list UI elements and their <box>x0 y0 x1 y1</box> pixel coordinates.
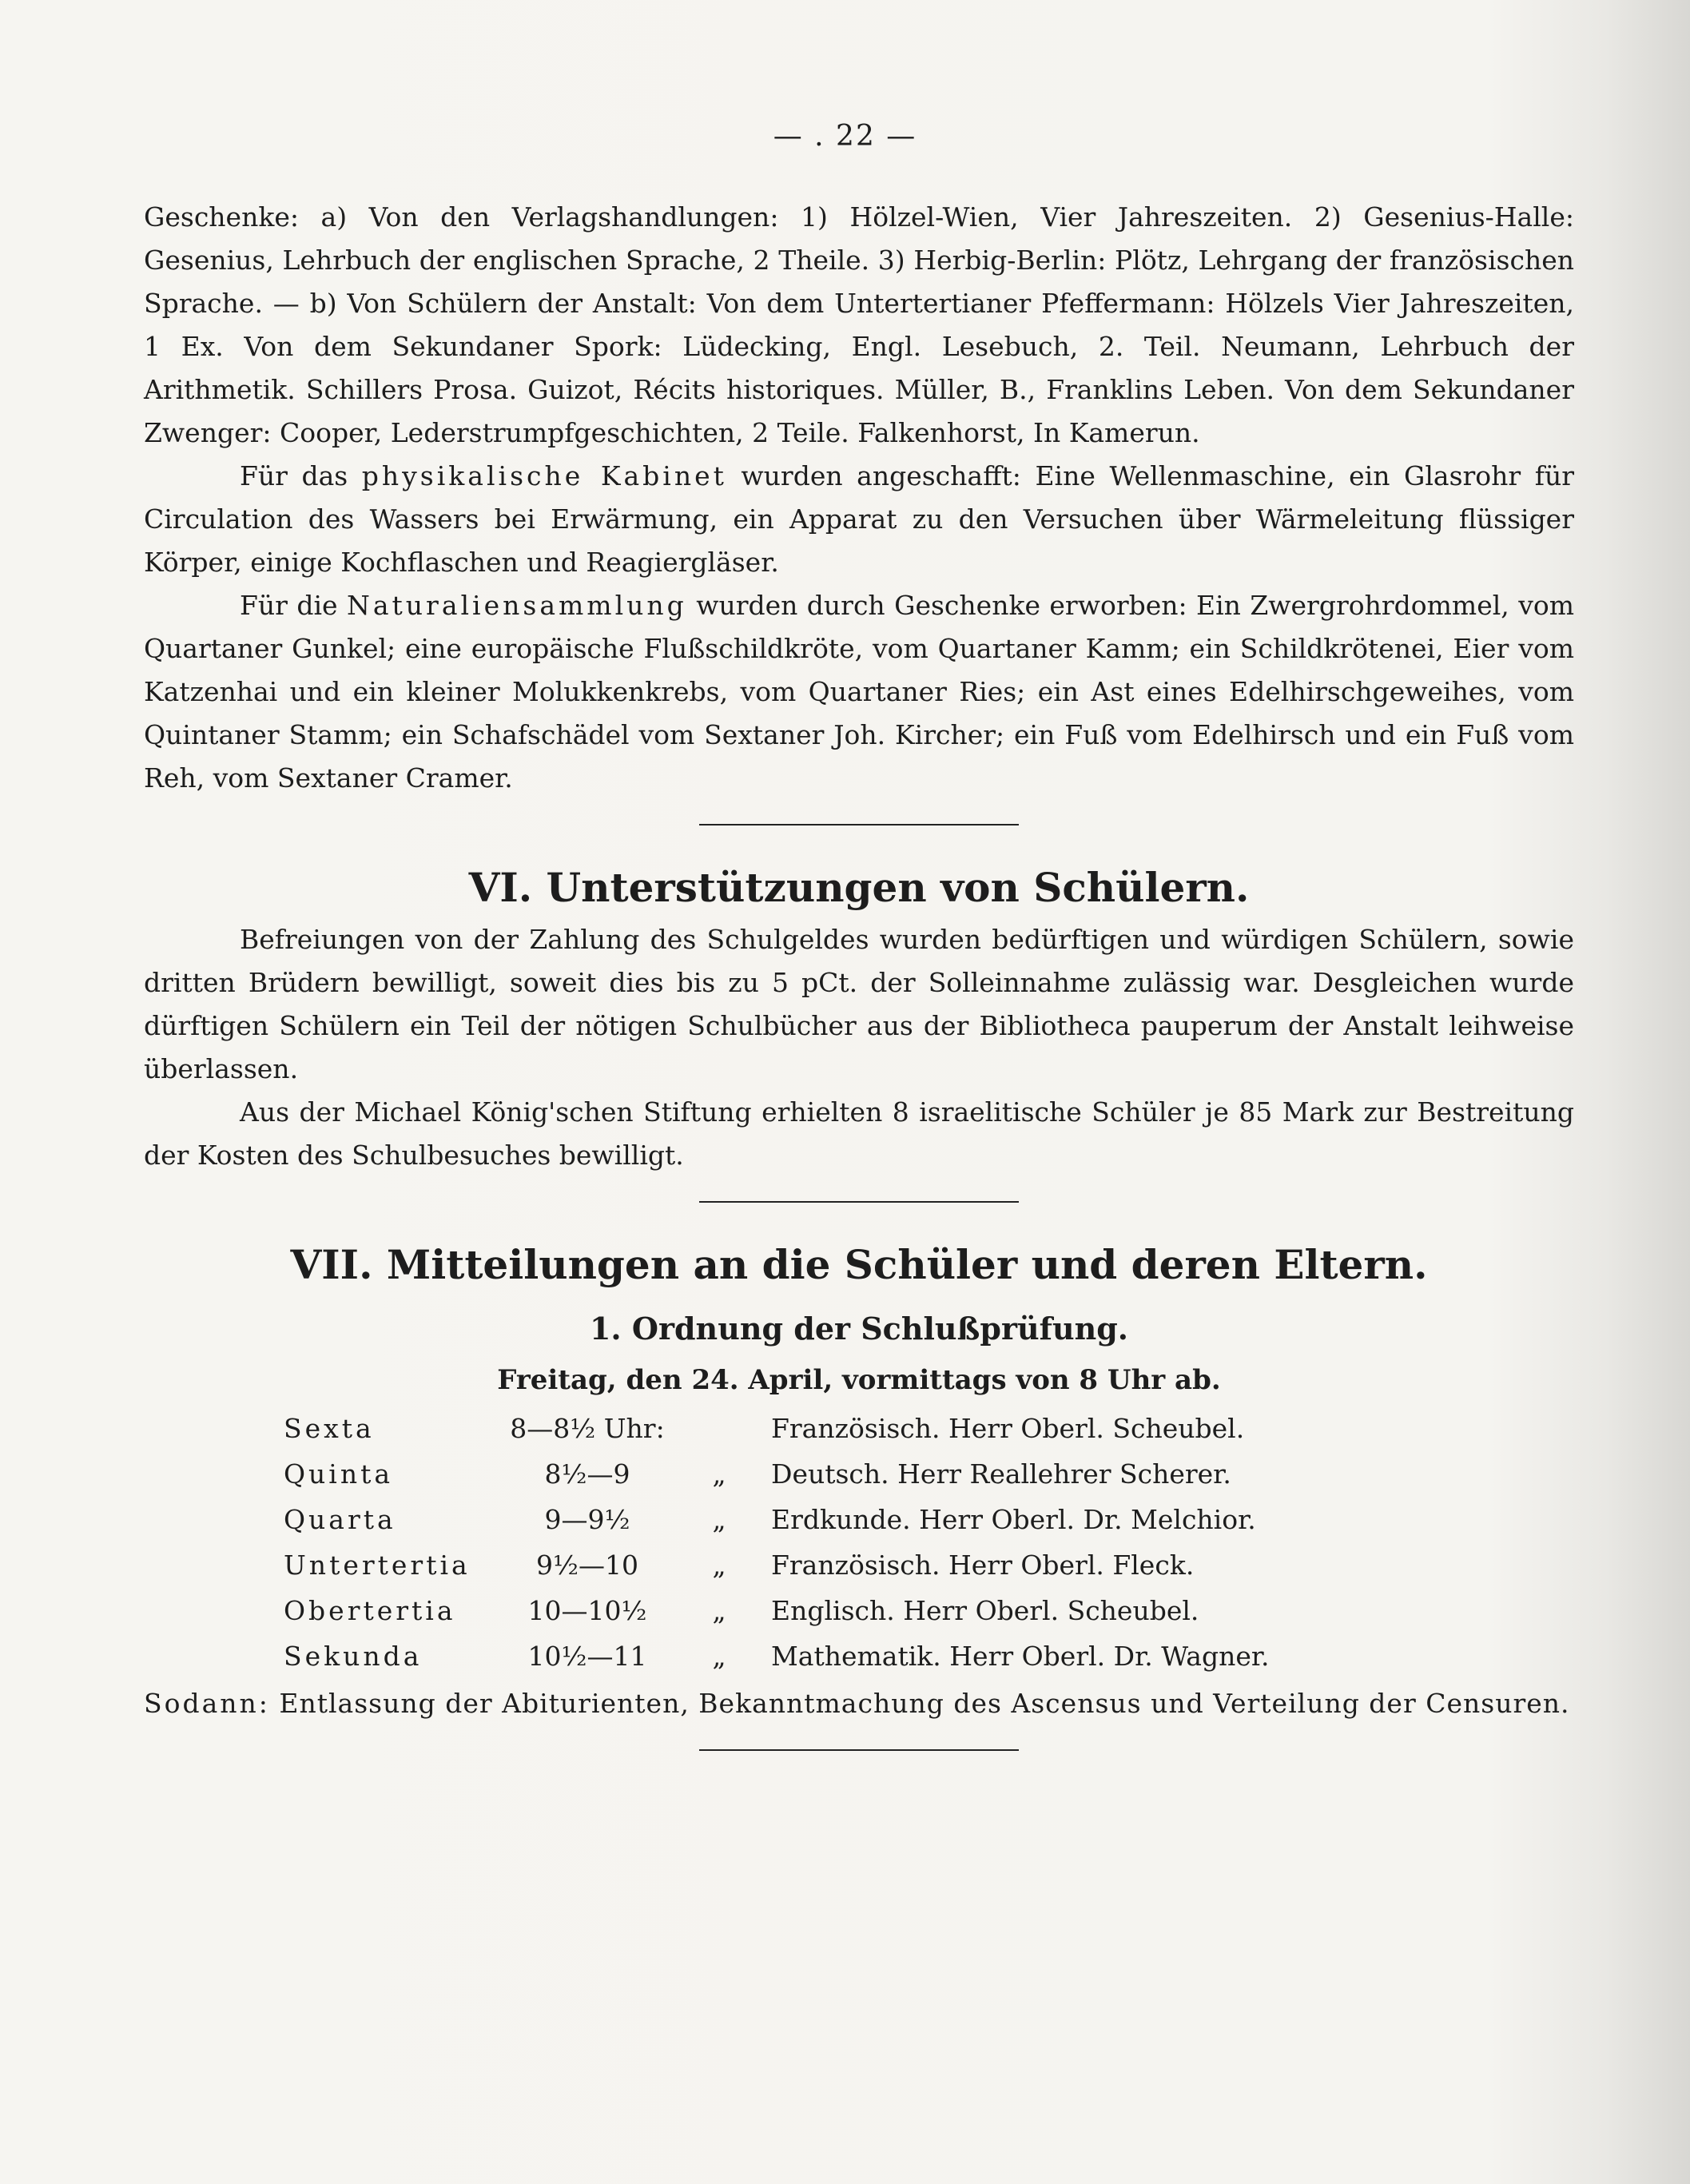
page-content <box>144 196 1574 1783</box>
section-7-subheading: 1. Ordnung der Schlußprüfung. <box>589 1311 1129 1347</box>
ditto-cell <box>667 1406 771 1451</box>
natural-lead: Für die <box>240 590 338 621</box>
exam-date-line: Freitag, den 24. April, vormittags von 8 Uhr ab. <box>497 1364 1221 1396</box>
table-row <box>284 1588 1270 1633</box>
physics-paragraph <box>144 455 1574 584</box>
table-row <box>284 1497 1270 1542</box>
section-6-paragraph-2: Aus der Michael König'schen Stiftung erhielten 8 israelitische Schüler je 85 Mark zur Bestreitung der Kosten des Schulbesuches bewilligt. <box>144 1096 1574 1171</box>
physics-lead: Für das <box>240 460 348 491</box>
subject-cell: Erdkunde. Herr Oberl. Dr. Melchior. <box>771 1504 1256 1535</box>
section-divider <box>699 824 1019 825</box>
subject-cell: Englisch. Herr Oberl. Scheubel. <box>771 1595 1199 1626</box>
table-row <box>284 1633 1270 1679</box>
section-6-paragraph-1: Befreiungen von der Zahlung des Schulgeldes wurden bedürftigen und würdigen Schülern, sowie dritten Brüdern bewilligt, soweit dies bis zu 5 pCt. der Solleinnahme zulässig war. Desgleichen wurde dürftigen Schülern ein Teil der nötigen Schulbücher aus der Bibliotheca pauperum der Anstalt leihweise überlassen. <box>144 924 1574 1084</box>
time-cell: 10½—11 <box>527 1641 647 1672</box>
ditto-cell: „ <box>712 1595 726 1626</box>
physics-lead-spaced: physikalische Kabinet <box>361 460 727 491</box>
subject-cell: Mathematik. Herr Oberl. Dr. Wagner. <box>771 1641 1270 1672</box>
table-row <box>284 1451 1270 1497</box>
ditto-cell: „ <box>712 1641 726 1672</box>
closing-text: Entlassung der Abiturienten, Bekanntmachung des Ascensus und Verteilung der Censuren. <box>269 1688 1570 1719</box>
ditto-cell: „ <box>712 1458 726 1490</box>
table-row <box>284 1542 1270 1588</box>
time-cell: 8½—9 <box>544 1458 630 1490</box>
time-cell: 10—10½ <box>527 1595 647 1626</box>
class-cell: Sekunda <box>284 1641 423 1672</box>
class-cell: Quarta <box>284 1504 396 1535</box>
section-6-heading: VI. Unterstützungen von Schülern. <box>468 864 1250 911</box>
class-cell: Quinta <box>284 1458 394 1490</box>
closing-line <box>144 1682 1574 1725</box>
class-cell: Obertertia <box>284 1595 456 1626</box>
end-divider <box>699 1749 1019 1751</box>
class-cell: Untertertia <box>284 1549 471 1581</box>
subject-cell: Deutsch. Herr Reallehrer Scherer. <box>771 1458 1231 1490</box>
closing-label: Sodann: <box>144 1688 270 1719</box>
section-7-heading: VII. Mitteilungen an die Schüler und deren Eltern. <box>290 1241 1428 1288</box>
subject-cell: Französisch. Herr Oberl. Fleck. <box>771 1549 1195 1581</box>
time-cell: 9—9½ <box>544 1504 630 1535</box>
gifts-paragraph: Geschenke: a) Von den Verlagshandlungen: 1) Hölzel-Wien, Vier Jahreszeiten. 2) Gesenius-Halle: Gesenius, Lehrbuch der englischen Sprache, 2 Theile. 3) Herbig-Berlin: Plötz, Lehrgang der französischen Sprache. — b) Von Schülern der Anstalt: Von dem Untertertianer Pfeffermann: Hölzels Vier Jahreszeiten, 1 Ex. Von dem Sekundaner Spork: Lüdecking, Engl. Lesebuch, 2. Teil. Neumann, Lehrbuch der Arithmetik. Schillers Prosa. Guizot, Récits historiques. Müller, B., Franklins Leben. Von dem Sekundaner Zwenger: Cooper, Lederstrumpfgeschichten, 2 Teile. Falkenhorst, In Kamerun. <box>144 201 1574 448</box>
table-row <box>284 1406 1270 1451</box>
time-cell: 8—8½ Uhr: <box>510 1413 665 1444</box>
class-cell: Sexta <box>284 1413 375 1444</box>
time-cell: 9½—10 <box>536 1549 638 1581</box>
natural-text: wurden durch Geschenke erworben: Ein Zwergrohrdommel, vom Quartaner Gunkel; eine europäische Flußschildkröte, vom Quartaner Kamm; ein Schildkrötenei, Eier vom Katzenhai und ein kleiner Molukkenkrebs, vom Quartaner Ries; ein Ast eines Edelhirschgeweihes, vom Quintaner Stamm; ein Schafschädel vom Sextaner Joh. Kircher; ein Fuß vom Edelhirsch und ein Fuß vom Reh, vom Sextaner Cramer. <box>144 590 1574 794</box>
physics-text: wurden angeschafft: Eine Wellenmaschine, ein Glasrohr für Circulation des Wassers bei Erwärmung, ein Apparat zu den Versuchen über Wärmeleitung flüssiger Körper, einige Kochflaschen und Reagiergläser. <box>144 460 1574 578</box>
ditto-cell: „ <box>712 1504 726 1535</box>
ditto-cell: „ <box>712 1549 726 1581</box>
page-number: — . 22 — <box>773 120 917 153</box>
natural-lead-spaced: Naturaliensammlung <box>346 590 687 621</box>
subject-cell: Französisch. Herr Oberl. Scheubel. <box>771 1413 1245 1444</box>
natural-paragraph <box>144 584 1574 800</box>
exam-schedule-table <box>284 1406 1270 1679</box>
section-divider <box>699 1201 1019 1203</box>
